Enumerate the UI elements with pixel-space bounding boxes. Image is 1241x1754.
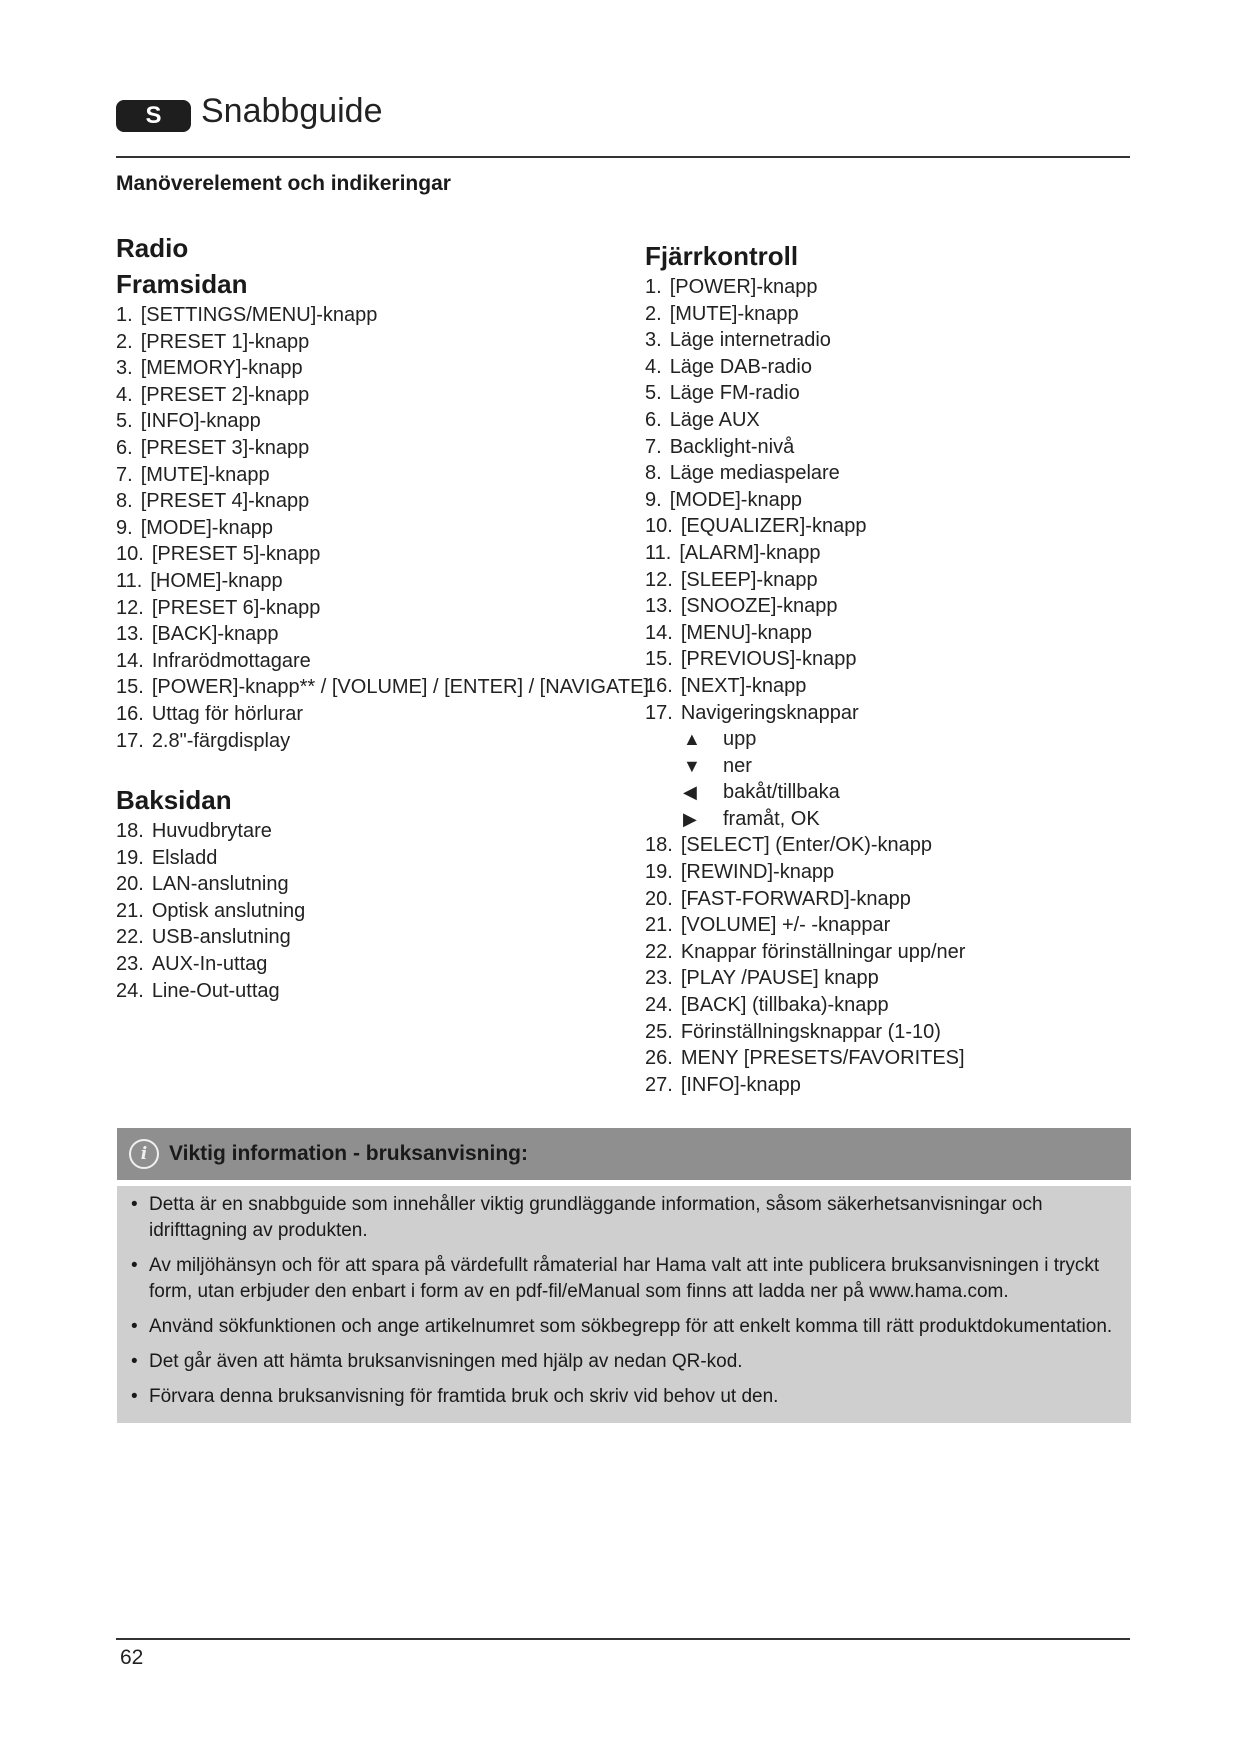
- item-text: [ALARM]-knapp: [679, 541, 821, 564]
- item-number: 15.: [116, 676, 144, 699]
- list-item: [116, 435, 646, 462]
- nav-key-item: [645, 753, 1125, 780]
- list-item: [116, 568, 646, 595]
- item-number: 16.: [645, 674, 673, 697]
- item-text: Huvudbrytare: [151, 820, 272, 843]
- nav-key-item: [645, 726, 1125, 753]
- list-item: [645, 965, 1125, 992]
- spacer: [116, 754, 646, 782]
- item-number: 17.: [116, 729, 144, 752]
- item-number: 1.: [645, 276, 662, 298]
- item-text: [MEMORY]-knapp: [140, 357, 303, 380]
- item-text: [INFO]-knapp: [140, 410, 261, 433]
- page-header: [116, 92, 1130, 158]
- list-item: [116, 845, 646, 872]
- item-number: 20.: [116, 873, 144, 896]
- info-bullet: • Av miljöhänsyn och för att spara på värdefullt råmaterial har Hama valt att inte publicera bruksanvisningen i tryckt form, utan erbjuder den enbart i form av en pdf-fil/eManual som finns att ladda ner på www.hama.com.: [131, 1253, 1117, 1305]
- item-number: 14.: [645, 621, 673, 644]
- item-text: [NEXT]-knapp: [680, 674, 807, 697]
- list-item: [645, 540, 1125, 567]
- item-text: MENY [PRESETS/FAVORITES]: [680, 1047, 965, 1070]
- list-item: [116, 595, 646, 622]
- list-item: [116, 924, 646, 951]
- list-item: [645, 380, 1125, 407]
- page-title: Snabbguide: [201, 92, 383, 130]
- item-number: 9.: [116, 516, 133, 539]
- item-text: [PRESET 3]-knapp: [140, 436, 310, 459]
- list-item: [116, 898, 646, 925]
- item-text: [EQUALIZER]-knapp: [680, 515, 867, 538]
- item-number: 23.: [116, 953, 144, 976]
- list-item: [116, 408, 646, 435]
- item-text: [FAST-FORWARD]-knapp: [680, 887, 911, 910]
- item-number: 24.: [645, 994, 673, 1017]
- item-text: Läge AUX: [669, 408, 760, 431]
- item-text: [PRESET 6]-knapp: [151, 596, 321, 619]
- remote-list: [645, 274, 1125, 726]
- list-item: [645, 487, 1125, 514]
- item-number: 12.: [645, 568, 673, 591]
- item-text: [MODE]-knapp: [669, 488, 802, 511]
- list-item: [645, 939, 1125, 966]
- list-item: [645, 859, 1125, 886]
- item-text: [SNOOZE]-knapp: [680, 595, 838, 618]
- item-number: 1.: [116, 304, 133, 326]
- item-number: 11.: [116, 569, 143, 592]
- item-text: [REWIND]-knapp: [680, 861, 835, 884]
- item-number: 3.: [116, 357, 133, 380]
- item-number: 17.: [645, 701, 673, 724]
- item-number: 7.: [116, 463, 133, 486]
- item-text: [MODE]-knapp: [140, 516, 273, 539]
- item-text: Läge FM-radio: [669, 382, 800, 405]
- list-item: [645, 407, 1125, 434]
- remote-list-continued: [645, 832, 1125, 1098]
- list-item: [645, 673, 1125, 700]
- nav-key-label: upp: [723, 728, 757, 751]
- item-number: 21.: [116, 899, 144, 922]
- arrow-icon: ▲: [683, 729, 701, 750]
- item-number: 10.: [645, 515, 673, 538]
- list-item: [116, 951, 646, 978]
- item-number: 19.: [645, 861, 673, 884]
- item-text: Optisk anslutning: [151, 899, 306, 922]
- item-text: [PRESET 2]-knapp: [140, 383, 310, 406]
- list-item: [116, 978, 646, 1005]
- item-text: [BACK] (tillbaka)-knapp: [680, 994, 889, 1017]
- list-item: [645, 274, 1125, 301]
- item-number: 7.: [645, 435, 662, 458]
- item-text: [SLEEP]-knapp: [680, 568, 818, 591]
- list-item: [116, 648, 646, 675]
- item-text: Uttag för hörlurar: [151, 702, 303, 725]
- nav-key-item: [645, 779, 1125, 806]
- item-number: 18.: [645, 834, 673, 857]
- list-item: [116, 462, 646, 489]
- list-item: [645, 327, 1125, 354]
- front-heading: Framsidan: [116, 269, 248, 299]
- list-item: [116, 621, 646, 648]
- info-box: [117, 1128, 1131, 1423]
- item-text: [INFO]-knapp: [680, 1073, 801, 1096]
- nav-key-label: framåt, OK: [723, 807, 820, 830]
- item-number: 13.: [116, 623, 144, 646]
- item-text: [MUTE]-knapp: [669, 302, 799, 325]
- item-text: Läge mediaspelare: [669, 462, 840, 485]
- remote-column: [645, 238, 1125, 1098]
- radio-column: [116, 230, 649, 1004]
- item-number: 14.: [116, 649, 144, 672]
- list-item: [645, 434, 1125, 461]
- item-number: 16.: [116, 702, 144, 725]
- item-number: 26.: [645, 1047, 673, 1070]
- item-number: 4.: [116, 383, 133, 406]
- remote-heading: Fjärrkontroll: [645, 241, 799, 271]
- item-text: LAN-anslutning: [151, 873, 289, 896]
- item-text: Line-Out-uttag: [151, 979, 280, 1002]
- item-number: 5.: [645, 382, 662, 405]
- item-text: [VOLUME] +/- -knappar: [680, 914, 891, 937]
- nav-key-item: [645, 806, 1125, 833]
- language-badge: S: [116, 100, 191, 132]
- item-text: [PRESET 4]-knapp: [140, 490, 310, 513]
- item-number: 18.: [116, 820, 144, 843]
- item-number: 22.: [116, 926, 144, 949]
- list-item: [645, 1019, 1125, 1046]
- list-item: [116, 382, 646, 409]
- info-bullet: • Använd sökfunktionen och ange artikelnumret som sökbegrepp för att enkelt komma till rätt produktdokumentation.: [131, 1314, 1117, 1340]
- item-number: 10.: [116, 543, 144, 566]
- item-number: 8.: [116, 490, 133, 513]
- list-item: [116, 541, 646, 568]
- section-heading: Manöverelement och indikeringar: [116, 172, 451, 195]
- list-item: [645, 832, 1125, 859]
- item-number: 11.: [645, 541, 672, 564]
- item-text: [PREVIOUS]-knapp: [680, 648, 857, 671]
- list-item: [116, 329, 646, 356]
- item-text: Infrarödmottagare: [151, 649, 311, 672]
- item-text: Knappar förinställningar upp/ner: [680, 940, 966, 963]
- item-number: 15.: [645, 648, 673, 671]
- nav-keys-list: [645, 726, 1125, 832]
- item-number: 25.: [645, 1020, 673, 1043]
- list-item: [645, 301, 1125, 328]
- list-item: [645, 912, 1125, 939]
- item-text: [POWER]-knapp** / [VOLUME] / [ENTER] / [NAVIGATE]: [151, 676, 649, 699]
- item-text: [BACK]-knapp: [151, 623, 279, 646]
- arrow-icon: ▶: [683, 808, 697, 829]
- list-item: [116, 355, 646, 382]
- info-bullet-list: [131, 1192, 1117, 1410]
- item-number: 23.: [645, 967, 673, 990]
- item-number: 27.: [645, 1073, 673, 1096]
- list-item: [116, 728, 646, 755]
- info-bullet: • Förvara denna bruksanvisning för framtida bruk och skriv vid behov ut den.: [131, 1384, 1117, 1410]
- arrow-icon: ▼: [683, 755, 701, 776]
- list-item: [645, 886, 1125, 913]
- info-icon: i: [129, 1139, 159, 1169]
- item-text: [MUTE]-knapp: [140, 463, 270, 486]
- item-number: 12.: [116, 596, 144, 619]
- item-text: Navigeringsknappar: [680, 701, 859, 724]
- item-text: Läge internetradio: [669, 329, 831, 352]
- item-number: 8.: [645, 462, 662, 485]
- item-number: 20.: [645, 887, 673, 910]
- list-item: [116, 871, 646, 898]
- item-number: 21.: [645, 914, 673, 937]
- list-item: [645, 593, 1125, 620]
- item-text: AUX-In-uttag: [151, 953, 268, 976]
- item-number: 6.: [645, 408, 662, 431]
- info-bullet: • Det går även att hämta bruksanvisningen med hjälp av nedan QR-kod.: [131, 1349, 1117, 1375]
- item-number: 9.: [645, 488, 662, 511]
- item-text: Backlight-nivå: [669, 435, 795, 458]
- list-item: [645, 992, 1125, 1019]
- list-item: [645, 646, 1125, 673]
- item-text: [SETTINGS/MENU]-knapp: [140, 304, 378, 326]
- back-list: [116, 818, 646, 1004]
- item-number: 13.: [645, 595, 673, 618]
- list-item: [645, 460, 1125, 487]
- radio-heading: Radio: [116, 233, 189, 263]
- item-number: 2.: [645, 302, 662, 325]
- list-item: [116, 488, 646, 515]
- list-item: [645, 567, 1125, 594]
- list-item: [645, 620, 1125, 647]
- item-text: [POWER]-knapp: [669, 276, 818, 298]
- item-text: [SELECT] (Enter/OK)-knapp: [680, 834, 933, 857]
- item-number: 24.: [116, 979, 144, 1002]
- list-item: [645, 354, 1125, 381]
- item-number: 4.: [645, 355, 662, 378]
- arrow-icon: ◀: [683, 782, 697, 803]
- info-box-header: [117, 1128, 1131, 1180]
- info-box-body: [117, 1186, 1131, 1423]
- item-number: 22.: [645, 940, 673, 963]
- list-item: [116, 674, 649, 701]
- front-list: [116, 302, 649, 754]
- item-text: [PRESET 1]-knapp: [140, 330, 310, 353]
- list-item: [645, 700, 1125, 727]
- list-item: [645, 1045, 1125, 1072]
- list-item: [116, 818, 646, 845]
- item-text: Elsladd: [151, 846, 218, 869]
- list-item: [116, 302, 646, 329]
- footer-rule: [116, 1638, 1130, 1640]
- item-text: Läge DAB-radio: [669, 355, 812, 378]
- nav-key-label: bakåt/tillbaka: [723, 781, 840, 804]
- item-number: 5.: [116, 410, 133, 433]
- item-text: [MENU]-knapp: [680, 621, 812, 644]
- item-text: Förinställningsknappar (1-10): [680, 1020, 941, 1043]
- item-number: 2.: [116, 330, 133, 353]
- item-text: USB-anslutning: [151, 926, 291, 949]
- back-heading: Baksidan: [116, 785, 232, 816]
- page-number: 62: [120, 1646, 144, 1669]
- item-text: [PLAY /PAUSE] knapp: [680, 967, 879, 990]
- item-text: [HOME]-knapp: [150, 569, 283, 592]
- list-item: [645, 513, 1125, 540]
- item-number: 19.: [116, 846, 144, 869]
- list-item: [645, 1072, 1125, 1099]
- item-text: [PRESET 5]-knapp: [151, 543, 321, 566]
- item-number: 6.: [116, 436, 133, 459]
- nav-key-label: ner: [723, 754, 752, 777]
- info-bullet: • Detta är en snabbguide som innehåller viktig grundläggande information, såsom säkerhetsanvisningar och idrifttagning av produkten.: [131, 1192, 1117, 1244]
- item-text: 2.8"-färgdisplay: [151, 729, 291, 752]
- info-box-title: Viktig information - bruksanvisning:: [169, 1142, 528, 1165]
- list-item: [116, 701, 646, 728]
- list-item: [116, 515, 646, 542]
- item-number: 3.: [645, 329, 662, 352]
